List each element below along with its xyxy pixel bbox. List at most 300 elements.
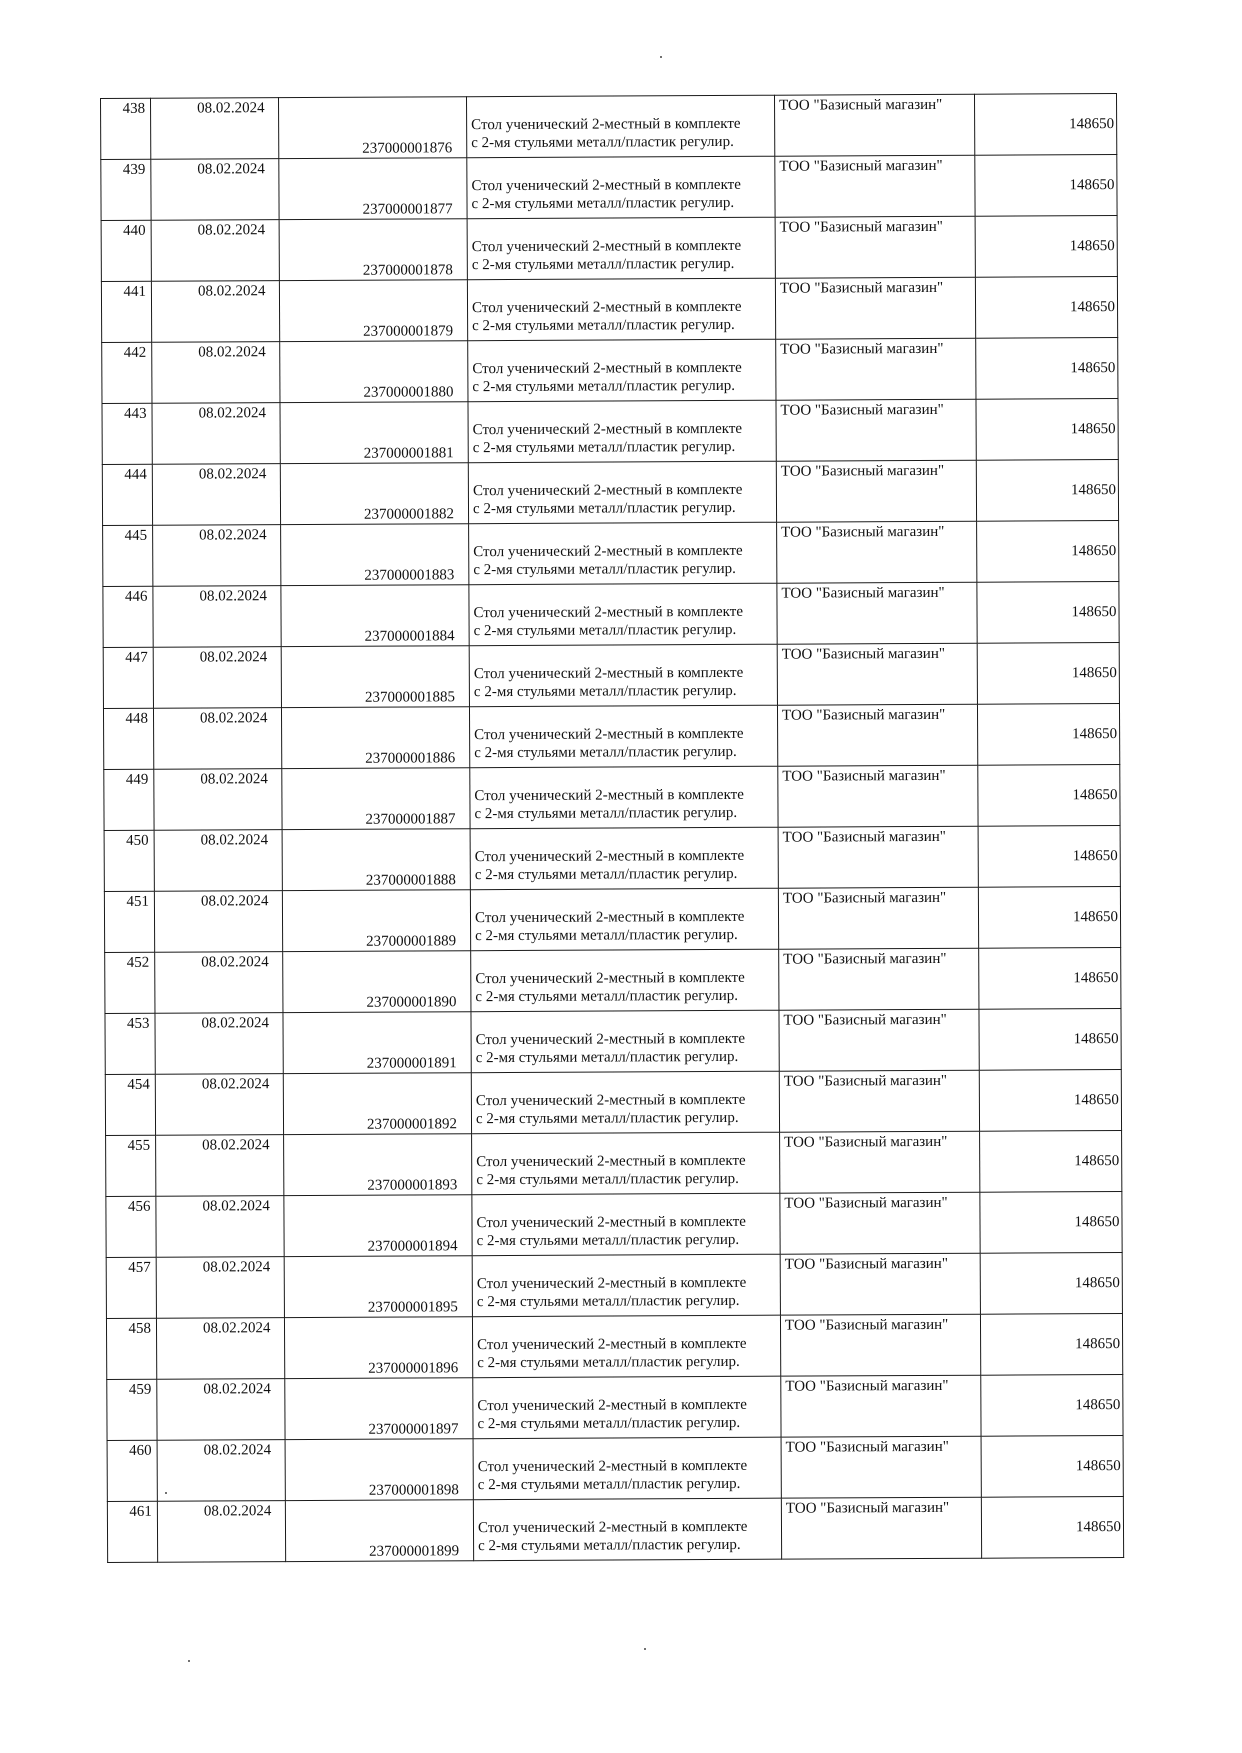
- inventory-code-cell-text: 237000001897: [368, 1421, 459, 1438]
- inventory-code-cell-text: 237000001893: [367, 1177, 458, 1194]
- row-number-cell-text: 453: [126, 1015, 150, 1032]
- amount-cell: [974, 94, 1116, 156]
- item-name-cell: [467, 217, 775, 280]
- row-number-cell-text: 444: [124, 466, 147, 483]
- supplier-cell-text: ТОО "Базисный магазин": [785, 1377, 949, 1395]
- date-cell-text: 08.02.2024: [200, 893, 269, 910]
- row-number-cell-text: 443: [124, 405, 147, 422]
- supplier-cell-text: ТОО "Базисный магазин": [781, 645, 946, 663]
- amount-cell-text: 148650: [1070, 360, 1116, 377]
- amount-cell: [977, 521, 1119, 583]
- amount-cell-text: 148650: [1074, 1153, 1120, 1170]
- amount-cell-text: 148650: [1070, 421, 1116, 438]
- inventory-code-cell: [283, 1073, 471, 1135]
- date-cell-text: 08.02.2024: [202, 1198, 270, 1215]
- item-name-cell-text: Стол ученический 2-местный в комплекте с 2-мя стульями металл/пластик регулир.: [472, 359, 742, 396]
- row-number-cell: [105, 952, 155, 1013]
- row-number-cell: [102, 403, 152, 464]
- inventory-code-cell: [279, 158, 467, 220]
- item-name-cell: [473, 1376, 781, 1439]
- inventory-code-cell-text: 237000001878: [362, 262, 453, 279]
- date-cell-text: 08.02.2024: [202, 1259, 271, 1276]
- table-row: [106, 1253, 1122, 1319]
- amount-cell-text: 148650: [1072, 726, 1118, 743]
- table-row: [101, 277, 1117, 343]
- table-row: [102, 460, 1118, 526]
- amount-cell: [980, 1314, 1122, 1376]
- inventory-code-cell: [279, 280, 467, 342]
- supplier-cell: [777, 521, 977, 583]
- item-name-cell-text: Стол ученический 2-местный в комплекте с 2-мя стульями металл/пластик регулир.: [475, 1030, 746, 1067]
- inventory-code-cell: [281, 524, 469, 586]
- scan-speck: [660, 56, 662, 58]
- date-cell: [156, 1257, 284, 1319]
- supplier-cell-text: ТОО "Базисный магазин": [779, 218, 943, 236]
- supplier-cell-text: ТОО "Базисный магазин": [780, 462, 945, 480]
- amount-cell: [975, 216, 1117, 278]
- amount-cell: [981, 1436, 1123, 1498]
- amount-cell: [981, 1497, 1123, 1559]
- row-number-cell-text: 457: [128, 1259, 151, 1276]
- date-cell-text: 08.02.2024: [199, 527, 267, 544]
- supplier-cell: [778, 765, 978, 827]
- inventory-code-cell: [279, 97, 467, 159]
- row-number-cell-text: 452: [126, 954, 150, 971]
- date-cell-text: 08.02.2024: [203, 1442, 272, 1459]
- date-cell: [152, 464, 280, 526]
- row-number-cell-text: 450: [126, 832, 149, 849]
- supplier-cell: [777, 704, 977, 766]
- table-row: [102, 399, 1118, 465]
- table-row: [106, 1131, 1122, 1197]
- inventory-code-cell-text: 237000001883: [364, 567, 455, 584]
- register-table-body: [101, 94, 1124, 1563]
- item-name-cell-text: Стол ученический 2-местный в комплекте с 2-мя стульями металл/пластик регулир.: [475, 1091, 746, 1128]
- date-cell-text: 08.02.2024: [200, 771, 268, 788]
- row-number-cell-text: 445: [124, 527, 148, 544]
- date-cell: [156, 1196, 284, 1258]
- supplier-cell: [775, 277, 975, 339]
- row-number-cell-text: 449: [125, 771, 149, 788]
- date-cell: [153, 647, 281, 709]
- date-cell-text: 08.02.2024: [203, 1503, 272, 1520]
- amount-cell-text: 148650: [1069, 238, 1115, 255]
- item-name-cell: [472, 1254, 780, 1317]
- date-cell: [151, 98, 279, 160]
- amount-cell-text: 148650: [1069, 299, 1116, 316]
- amount-cell-text: 148650: [1072, 787, 1118, 804]
- inventory-code-cell: [285, 1378, 473, 1440]
- supplier-cell: [779, 1070, 979, 1132]
- supplier-cell-text: ТОО "Базисный магазин": [782, 828, 946, 846]
- table-row: [103, 704, 1119, 770]
- inventory-register-table: [100, 93, 1124, 1563]
- table-row: [101, 216, 1117, 282]
- supplier-cell: [780, 1314, 980, 1376]
- date-cell-text: 08.02.2024: [199, 649, 268, 666]
- item-name-cell: [471, 1010, 779, 1073]
- inventory-code-cell: [285, 1500, 473, 1562]
- table-row: [106, 1192, 1122, 1258]
- table-row: [105, 948, 1121, 1014]
- amount-cell-text: 148650: [1075, 1458, 1121, 1475]
- amount-cell-text: 148650: [1069, 116, 1115, 133]
- table-row: [105, 1070, 1121, 1136]
- item-name-cell: [468, 461, 776, 524]
- item-name-cell: [468, 339, 776, 402]
- item-name-cell: [472, 1132, 780, 1195]
- inventory-code-cell-text: 237000001894: [367, 1238, 458, 1255]
- inventory-code-cell: [282, 768, 470, 830]
- inventory-code-cell-text: 237000001884: [364, 628, 455, 645]
- row-number-cell: [101, 159, 151, 220]
- item-name-cell-text: Стол ученический 2-местный в комплекте с 2-мя стульями металл/пластик регулир.: [471, 237, 742, 274]
- row-number-cell: [101, 281, 151, 342]
- item-name-cell-text: Стол ученический 2-местный в комплекте с 2-мя стульями металл/пластик регулир.: [474, 847, 745, 884]
- inventory-code-cell-text: 237000001879: [363, 323, 454, 340]
- item-name-cell: [471, 949, 779, 1012]
- supplier-cell: [780, 1131, 980, 1193]
- item-name-cell-text: Стол ученический 2-местный в комплекте с 2-мя стульями металл/пластик регулир.: [477, 1396, 747, 1433]
- supplier-cell-text: ТОО "Базисный магазин": [780, 340, 944, 358]
- amount-cell-text: 148650: [1075, 1397, 1121, 1414]
- table-row: [105, 1009, 1121, 1075]
- table-row: [106, 1314, 1122, 1380]
- item-name-cell-text: Стол ученический 2-местный в комплекте с 2-мя стульями металл/пластик регулир.: [474, 786, 744, 823]
- supplier-cell: [781, 1375, 981, 1437]
- item-name-cell: [466, 95, 774, 158]
- inventory-code-cell: [284, 1317, 472, 1379]
- item-name-cell-text: Стол ученический 2-местный в комплекте с 2-мя стульями металл/пластик регулир.: [472, 481, 743, 518]
- amount-cell-text: 148650: [1072, 848, 1118, 865]
- amount-cell-text: 148650: [1073, 1031, 1119, 1048]
- amount-cell-text: 148650: [1075, 1336, 1121, 1353]
- row-number-cell-text: 454: [127, 1076, 150, 1093]
- date-cell-text: 08.02.2024: [197, 161, 265, 178]
- supplier-cell-text: ТОО "Базисный магазин": [783, 1011, 947, 1029]
- row-number-cell: [101, 98, 151, 159]
- table-row: [101, 94, 1117, 160]
- inventory-code-cell-text: 237000001890: [366, 994, 457, 1011]
- date-cell-text: 08.02.2024: [201, 1076, 270, 1093]
- date-cell-text: 08.02.2024: [201, 954, 269, 971]
- amount-cell: [976, 338, 1118, 400]
- item-name-cell: [472, 1193, 780, 1256]
- item-name-cell-text: Стол ученический 2-местный в комплекте с 2-мя стульями металл/пластик регулир.: [475, 969, 745, 1006]
- inventory-code-cell-text: 237000001895: [367, 1299, 458, 1316]
- row-number-cell: [103, 525, 153, 586]
- row-number-cell: [102, 464, 152, 525]
- supplier-cell: [776, 399, 976, 461]
- date-cell: [153, 586, 281, 648]
- date-cell: [151, 220, 279, 282]
- supplier-cell: [776, 338, 976, 400]
- inventory-code-cell-text: 237000001891: [366, 1055, 457, 1072]
- inventory-code-cell: [283, 1012, 471, 1074]
- date-cell: [152, 342, 280, 404]
- supplier-cell-text: ТОО "Базисный магазин": [781, 523, 945, 541]
- supplier-cell: [777, 582, 977, 644]
- supplier-cell-text: ТОО "Базисный магазин": [779, 157, 943, 175]
- item-name-cell-text: Стол ученический 2-местный в комплекте с 2-мя стульями металл/пластик регулир.: [473, 603, 743, 640]
- supplier-cell-text: ТОО "Базисный магазин": [785, 1438, 949, 1456]
- row-number-cell-text: 455: [127, 1137, 151, 1154]
- supplier-cell-text: ТОО "Базисный магазин": [782, 889, 947, 907]
- amount-cell-text: 148650: [1074, 1275, 1120, 1292]
- supplier-cell: [776, 460, 976, 522]
- inventory-code-cell-text: 237000001898: [368, 1482, 459, 1499]
- row-number-cell-text: 448: [125, 710, 149, 727]
- supplier-cell: [777, 643, 977, 705]
- supplier-cell-text: ТОО "Базисный магазин": [783, 950, 947, 968]
- amount-cell: [975, 277, 1117, 339]
- row-number-cell-text: 446: [124, 588, 148, 605]
- amount-cell: [979, 948, 1121, 1010]
- item-name-cell-text: Стол ученический 2-местный в комплекте с 2-мя стульями металл/пластик регулир.: [477, 1518, 748, 1555]
- row-number-cell-text: 447: [125, 649, 148, 666]
- table-row: [101, 155, 1117, 221]
- date-cell-text: 08.02.2024: [201, 1015, 270, 1032]
- item-name-cell-text: Стол ученический 2-местный в комплекте с 2-мя стульями металл/пластик регулир.: [474, 725, 744, 762]
- item-name-cell: [470, 766, 778, 829]
- row-number-cell: [107, 1501, 157, 1562]
- table-row: [107, 1375, 1123, 1441]
- row-number-cell-text: 458: [128, 1320, 152, 1337]
- date-cell-text: 08.02.2024: [198, 344, 266, 361]
- inventory-code-cell-text: 237000001888: [365, 872, 456, 889]
- row-number-cell: [104, 769, 154, 830]
- item-name-cell-text: Стол ученический 2-местный в комплекте с 2-мя стульями металл/пластик регулир.: [472, 420, 743, 457]
- inventory-code-cell-text: 237000001892: [366, 1116, 458, 1133]
- inventory-code-cell: [282, 890, 470, 952]
- item-name-cell-text: Стол ученический 2-местный в комплекте с 2-мя стульями металл/пластик регулир.: [471, 298, 742, 335]
- date-cell: [151, 159, 279, 221]
- inventory-code-cell-text: 237000001889: [366, 933, 457, 950]
- amount-cell: [977, 704, 1119, 766]
- item-name-cell-text: Стол ученический 2-местный в комплекте с 2-мя стульями металл/пластик регулир.: [474, 908, 745, 945]
- supplier-cell: [780, 1253, 980, 1315]
- date-cell: [154, 891, 282, 953]
- date-cell: [151, 281, 279, 343]
- table-row: [104, 887, 1120, 953]
- date-cell: [157, 1501, 285, 1563]
- date-cell-text: 08.02.2024: [199, 710, 268, 727]
- item-name-cell-text: Стол ученический 2-местный в комплекте с 2-мя стульями металл/пластик регулир.: [477, 1335, 747, 1372]
- row-number-cell-text: 441: [123, 283, 146, 300]
- date-cell-text: 08.02.2024: [197, 283, 266, 300]
- item-name-cell: [468, 400, 776, 463]
- item-name-cell-text: Стол ученический 2-местный в комплекте с 2-мя стульями металл/пластик регулир.: [477, 1457, 748, 1494]
- supplier-cell: [779, 948, 979, 1010]
- supplier-cell: [775, 155, 975, 217]
- row-number-cell: [101, 220, 151, 281]
- inventory-code-cell-text: 237000001880: [363, 384, 454, 401]
- inventory-code-cell-text: 237000001877: [362, 201, 453, 218]
- supplier-cell: [781, 1436, 981, 1498]
- inventory-code-cell: [281, 585, 469, 647]
- date-cell: [157, 1379, 285, 1441]
- table-row: [104, 826, 1120, 892]
- row-number-cell-text: 442: [123, 344, 147, 361]
- inventory-code-cell-text: 237000001886: [365, 750, 456, 767]
- inventory-code-cell: [284, 1134, 472, 1196]
- row-number-cell-text: 459: [128, 1381, 152, 1398]
- table-row: [103, 521, 1119, 587]
- date-cell-text: 08.02.2024: [198, 405, 267, 422]
- row-number-cell: [105, 1074, 155, 1135]
- date-cell-text: 08.02.2024: [203, 1381, 271, 1398]
- row-number-cell: [106, 1135, 156, 1196]
- item-name-cell-text: Стол ученический 2-местный в комплекте с 2-мя стульями металл/пластик регулир.: [473, 664, 744, 701]
- table-row: [103, 643, 1119, 709]
- amount-cell-text: 148650: [1069, 177, 1115, 194]
- amount-cell-text: 148650: [1075, 1519, 1122, 1536]
- supplier-cell-text: ТОО "Базисный магазин": [784, 1194, 948, 1212]
- supplier-cell-text: ТОО "Базисный магазин": [783, 1072, 948, 1090]
- amount-cell: [977, 643, 1119, 705]
- supplier-cell: [780, 1192, 980, 1254]
- supplier-cell-text: ТОО "Базисный магазин": [784, 1255, 948, 1273]
- inventory-code-cell: [283, 951, 471, 1013]
- item-name-cell: [473, 1437, 781, 1500]
- row-number-cell-text: 456: [127, 1198, 151, 1215]
- date-cell-text: 08.02.2024: [198, 466, 267, 483]
- inventory-code-cell: [280, 341, 468, 403]
- row-number-cell: [104, 830, 154, 891]
- inventory-code-cell: [279, 219, 467, 281]
- item-name-cell-text: Стол ученический 2-местный в комплекте с 2-мя стульями металл/пластик регулир.: [476, 1213, 746, 1250]
- amount-cell: [980, 1253, 1122, 1315]
- date-cell: [156, 1318, 284, 1380]
- item-name-cell: [469, 644, 777, 707]
- amount-cell-text: 148650: [1071, 665, 1117, 682]
- inventory-code-cell: [281, 707, 469, 769]
- amount-cell-text: 148650: [1073, 970, 1119, 987]
- row-number-cell-text: 451: [126, 893, 149, 910]
- amount-cell: [976, 460, 1118, 522]
- row-number-cell-text: 460: [129, 1442, 152, 1459]
- date-cell: [155, 952, 283, 1014]
- supplier-cell-text: ТОО "Базисный магазин": [785, 1499, 950, 1517]
- date-cell: [154, 769, 282, 831]
- amount-cell-text: 148650: [1074, 1214, 1120, 1231]
- inventory-code-cell-text: 237000001899: [369, 1543, 460, 1560]
- item-name-cell-text: Стол ученический 2-местный в комплекте с 2-мя стульями металл/пластик регулир.: [471, 115, 741, 152]
- item-name-cell-text: Стол ученический 2-местный в комплекте с 2-мя стульями металл/пластик регулир.: [473, 542, 743, 579]
- row-number-cell-text: 439: [122, 161, 146, 178]
- item-name-cell: [470, 827, 778, 890]
- inventory-code-cell-text: 237000001896: [368, 1360, 459, 1377]
- date-cell: [156, 1135, 284, 1197]
- inventory-code-cell: [285, 1439, 473, 1501]
- amount-cell-text: 148650: [1073, 1092, 1119, 1109]
- inventory-code-cell: [284, 1256, 472, 1318]
- amount-cell: [978, 765, 1120, 827]
- amount-cell: [975, 155, 1117, 217]
- date-cell: [153, 708, 281, 770]
- row-number-cell: [102, 342, 152, 403]
- inventory-code-cell: [282, 829, 470, 891]
- table-row: [102, 338, 1118, 404]
- item-name-cell: [467, 156, 775, 219]
- scan-speck: [644, 1648, 646, 1650]
- inventory-code-cell-text: 237000001885: [364, 689, 455, 706]
- item-name-cell-text: Стол ученический 2-местный в комплекте с 2-мя стульями металл/пластик регулир.: [476, 1152, 746, 1189]
- amount-cell-text: 148650: [1072, 909, 1119, 926]
- amount-cell: [980, 1131, 1122, 1193]
- inventory-code-cell-text: 237000001881: [363, 445, 454, 462]
- row-number-cell: [106, 1318, 156, 1379]
- supplier-cell: [775, 216, 975, 278]
- supplier-cell: [778, 826, 978, 888]
- supplier-cell-text: ТОО "Базисный магазин": [784, 1133, 948, 1151]
- inventory-code-cell: [284, 1195, 472, 1257]
- date-cell-text: 08.02.2024: [200, 832, 269, 849]
- date-cell-text: 08.02.2024: [199, 588, 267, 605]
- item-name-cell: [470, 888, 778, 951]
- supplier-cell-text: ТОО "Базисный магазин": [782, 767, 946, 785]
- supplier-cell-text: ТОО "Базисный магазин": [784, 1316, 949, 1334]
- row-number-cell: [106, 1257, 156, 1318]
- table-row: [104, 765, 1120, 831]
- date-cell: [157, 1440, 285, 1502]
- item-name-cell-text: Стол ученический 2-местный в комплекте с 2-мя стульями металл/пластик регулир.: [476, 1274, 747, 1311]
- supplier-cell-text: ТОО "Базисный магазин": [781, 706, 946, 724]
- date-cell: [152, 403, 280, 465]
- item-name-cell: [469, 583, 777, 646]
- item-name-cell: [471, 1071, 779, 1134]
- item-name-cell: [473, 1498, 781, 1561]
- row-number-cell-text: 461: [129, 1503, 152, 1520]
- inventory-code-cell-text: 237000001882: [364, 506, 455, 523]
- amount-cell: [981, 1375, 1123, 1437]
- row-number-cell: [107, 1440, 157, 1501]
- inventory-code-cell-text: 237000001887: [365, 811, 456, 828]
- amount-cell-text: 148650: [1071, 604, 1117, 621]
- amount-cell: [980, 1192, 1122, 1254]
- item-name-cell: [472, 1315, 780, 1378]
- inventory-code-cell: [280, 402, 468, 464]
- amount-cell: [979, 1009, 1121, 1071]
- supplier-cell: [779, 1009, 979, 1071]
- amount-cell-text: 148650: [1071, 543, 1117, 560]
- amount-cell: [978, 887, 1120, 949]
- scan-speck: [188, 1660, 190, 1662]
- supplier-cell: [774, 94, 974, 156]
- item-name-cell: [467, 278, 775, 341]
- supplier-cell-text: ТОО "Базисный магазин": [781, 584, 945, 602]
- inventory-code-cell-text: 237000001876: [362, 140, 453, 157]
- row-number-cell: [103, 708, 153, 769]
- table-row: [103, 582, 1119, 648]
- item-name-cell: [469, 705, 777, 768]
- supplier-cell-text: ТОО "Базисный магазин": [780, 401, 944, 419]
- supplier-cell-text: ТОО "Базисный магазин": [779, 96, 943, 114]
- item-name-cell-text: Стол ученический 2-местный в комплекте с 2-мя стульями металл/пластик регулир.: [471, 176, 741, 213]
- date-cell: [155, 1074, 283, 1136]
- supplier-cell: [778, 887, 978, 949]
- date-cell: [155, 1013, 283, 1075]
- amount-cell-text: 148650: [1070, 482, 1116, 499]
- amount-cell: [976, 399, 1118, 461]
- row-number-cell: [107, 1379, 157, 1440]
- supplier-cell-text: ТОО "Базисный магазин": [779, 279, 944, 297]
- supplier-cell: [781, 1497, 981, 1559]
- inventory-code-cell: [281, 646, 469, 708]
- amount-cell: [978, 826, 1120, 888]
- amount-cell: [977, 582, 1119, 644]
- date-cell-text: 08.02.2024: [202, 1137, 270, 1154]
